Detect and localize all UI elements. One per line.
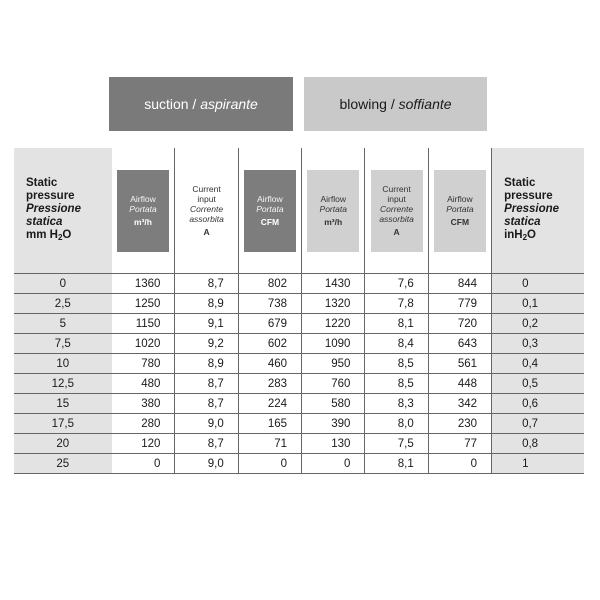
header-text: inH [504,229,523,241]
cell-blowing-a: 8,3 [365,394,428,414]
cell-inh2o: 0,1 [492,294,584,314]
cell-suction-m3h: 1250 [112,294,175,314]
header-text: pressure [504,190,553,202]
header-text: 2 [57,233,63,242]
table-body [14,274,584,474]
header-text: Airflow [130,194,156,204]
header-text: input [387,194,406,204]
header-unit: CFM [260,217,280,227]
cell-inh2o: 0,7 [492,414,584,434]
header-suction-airflow-m3h [112,148,175,274]
cell-blowing-a: 8,1 [365,454,428,474]
cell-blowing-m3h: 1430 [302,274,365,294]
cell-blowing-m3h: 0 [302,454,365,474]
header-text: statica [26,216,63,228]
cell-blowing-cfm: 448 [428,374,491,394]
header-suction-airflow-cfm [238,148,301,274]
header-unit: A [203,227,210,237]
cell-suction-cfm: 679 [238,314,301,334]
cell-inh2o: 0,3 [492,334,584,354]
cell-suction-m3h: 480 [112,374,175,394]
header-blowing-airflow-cfm [428,148,491,274]
cell-suction-a: 9,0 [175,454,238,474]
cell-suction-a: 9,0 [175,414,238,434]
blowing-banner [304,77,487,131]
header-text: Static [26,177,58,189]
cell-suction-a: 9,2 [175,334,238,354]
cell-blowing-a: 8,0 [365,414,428,434]
cell-blowing-cfm: 0 [428,454,491,474]
cell-mm: 12,5 [14,374,112,394]
cell-blowing-m3h: 1220 [302,314,365,334]
cell-blowing-m3h: 1320 [302,294,365,314]
cell-inh2o: 0 [492,274,584,294]
header-text: Portata [129,204,157,214]
cell-blowing-cfm: 844 [428,274,491,294]
cell-inh2o: 1 [492,454,584,474]
cell-suction-cfm: 0 [238,454,301,474]
cell-suction-m3h: 1150 [112,314,175,334]
cell-mm: 25 [14,454,112,474]
table-row [14,374,584,394]
table-row [14,434,584,454]
header-suction-current [175,148,238,274]
header-blowing-current [365,148,428,274]
header-blowing-airflow-m3h [302,148,365,274]
header-unit: CFM [450,217,470,227]
header-text: Corrente [190,204,224,214]
header-text: O [62,229,72,241]
cell-suction-a: 8,9 [175,294,238,314]
header-static-inh2o [492,148,584,274]
header-unit: A [393,227,400,237]
header-static-mm [14,148,112,274]
header-text: Pressione [26,203,81,215]
cell-suction-m3h: 1360 [112,274,175,294]
header-text: Current [382,184,411,194]
cell-blowing-cfm: 643 [428,334,491,354]
suction-label: suction / [144,96,197,112]
cell-suction-a: 9,1 [175,314,238,334]
cell-mm: 15 [14,394,112,414]
cell-mm: 5 [14,314,112,334]
cell-inh2o: 0,8 [492,434,584,454]
cell-blowing-cfm: 230 [428,414,491,434]
header-row [14,148,584,274]
cell-mm: 0 [14,274,112,294]
cell-blowing-m3h: 390 [302,414,365,434]
header-text: mm H [26,229,58,241]
cell-blowing-cfm: 77 [428,434,491,454]
cell-inh2o: 0,4 [492,354,584,374]
cell-suction-cfm: 460 [238,354,301,374]
header-text: Static [504,177,536,189]
header-unit: m³/h [324,217,343,227]
table-row [14,334,584,354]
cell-suction-m3h: 120 [112,434,175,454]
header-text: O [527,229,536,241]
header-text: Current [192,184,221,194]
cell-blowing-cfm: 779 [428,294,491,314]
cell-blowing-a: 7,5 [365,434,428,454]
cell-mm: 20 [14,434,112,454]
cell-mm: 2,5 [14,294,112,314]
header-text: Portata [256,204,284,214]
cell-blowing-a: 8,4 [365,334,428,354]
cell-suction-a: 8,7 [175,374,238,394]
header-text: pressure [26,190,75,202]
header-text: assorbita [189,214,224,224]
table-row [14,354,584,374]
header-unit: m³/h [134,217,152,227]
cell-blowing-a: 8,1 [365,314,428,334]
table-row [14,294,584,314]
cell-blowing-cfm: 342 [428,394,491,414]
cell-blowing-a: 8,5 [365,374,428,394]
cell-suction-cfm: 738 [238,294,301,314]
cell-inh2o: 0,6 [492,394,584,414]
suction-label-it: aspirante [200,96,258,112]
blowing-label-it: soffiante [398,96,452,112]
table-row [14,454,584,474]
cell-suction-cfm: 165 [238,414,301,434]
cell-suction-a: 8,7 [175,274,238,294]
table-row [14,314,584,334]
suction-banner [109,77,293,131]
table-row [14,414,584,434]
cell-blowing-a: 7,8 [365,294,428,314]
cell-blowing-a: 8,5 [365,354,428,374]
header-text: Portata [446,204,474,214]
blowing-label: blowing / [339,96,395,112]
header-text: statica [504,216,541,228]
cell-suction-a: 8,7 [175,394,238,414]
performance-table [14,148,584,474]
header-text: Corrente [380,204,414,214]
cell-inh2o: 0,2 [492,314,584,334]
cell-suction-m3h: 380 [112,394,175,414]
header-text: input [197,194,216,204]
cell-suction-m3h: 0 [112,454,175,474]
cell-blowing-a: 7,6 [365,274,428,294]
cell-suction-m3h: 1020 [112,334,175,354]
cell-inh2o: 0,5 [492,374,584,394]
cell-suction-m3h: 780 [112,354,175,374]
cell-blowing-m3h: 760 [302,374,365,394]
header-text: Airflow [257,194,283,204]
header-text: assorbita [379,214,414,224]
table-row [14,274,584,294]
cell-suction-a: 8,9 [175,354,238,374]
cell-blowing-m3h: 1090 [302,334,365,354]
cell-blowing-m3h: 580 [302,394,365,414]
cell-suction-cfm: 602 [238,334,301,354]
header-text: Pressione [504,203,560,215]
cell-mm: 17,5 [14,414,112,434]
cell-blowing-cfm: 720 [428,314,491,334]
header-text: Portata [319,204,347,214]
cell-mm: 10 [14,354,112,374]
cell-mm: 7,5 [14,334,112,354]
cell-suction-m3h: 280 [112,414,175,434]
table-row [14,394,584,414]
cell-suction-cfm: 283 [238,374,301,394]
cell-suction-a: 8,7 [175,434,238,454]
header-text: Airflow [320,194,346,204]
cell-blowing-m3h: 130 [302,434,365,454]
header-text: 2 [522,233,528,242]
cell-suction-cfm: 802 [238,274,301,294]
cell-suction-cfm: 224 [238,394,301,414]
cell-blowing-cfm: 561 [428,354,491,374]
header-text: Airflow [447,194,473,204]
cell-suction-cfm: 71 [238,434,301,454]
cell-blowing-m3h: 950 [302,354,365,374]
